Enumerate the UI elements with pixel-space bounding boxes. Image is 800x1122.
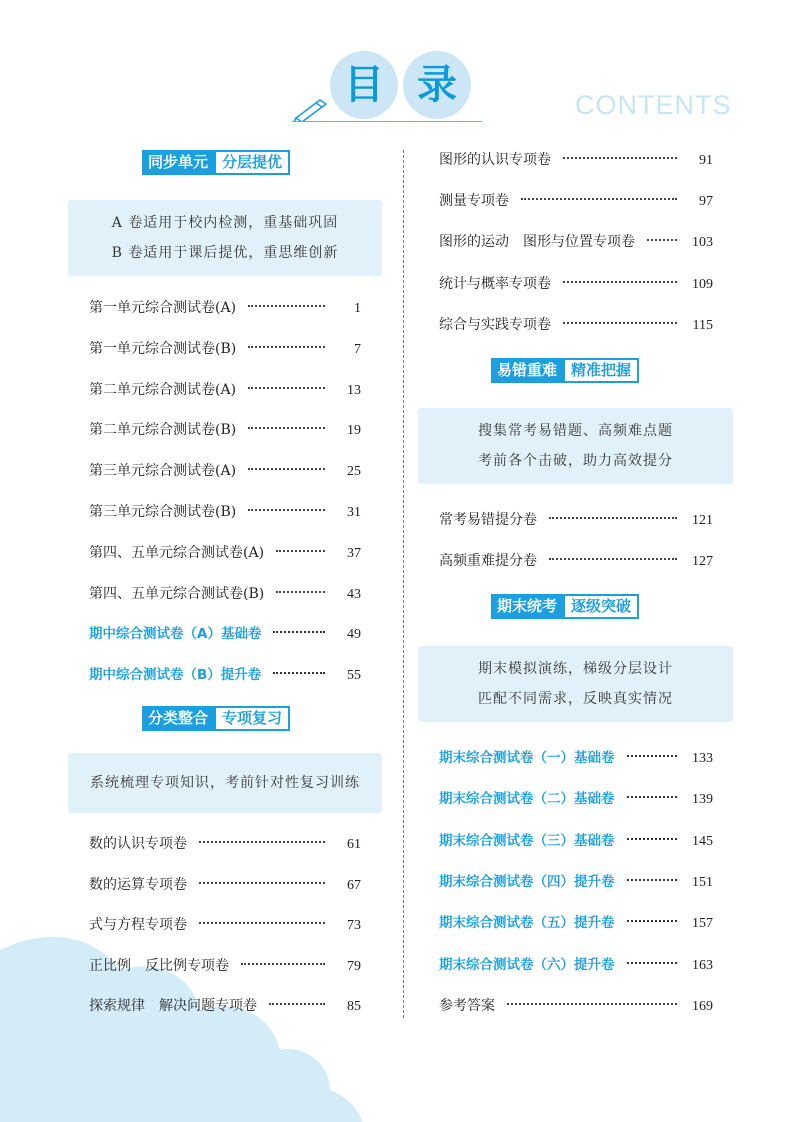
toc-entry-page: 169 bbox=[692, 998, 713, 1014]
toc-entry-page: 55 bbox=[347, 668, 361, 684]
section-head-label: 分类整合 bbox=[142, 706, 214, 731]
toc-entry-page: 115 bbox=[692, 317, 713, 333]
toc-entry-label: 第三单元综合测试卷(A) bbox=[89, 463, 237, 480]
note-box-sync bbox=[68, 200, 382, 276]
toc-leader-dots bbox=[521, 198, 677, 200]
note-line: 系统梳理专项知识，考前针对性复习训练 bbox=[90, 775, 360, 791]
toc-entry[interactable] bbox=[89, 297, 361, 319]
toc-entry[interactable] bbox=[89, 460, 361, 482]
toc-entry-label: 常考易错提分卷 bbox=[439, 512, 537, 528]
note-line: A 卷适用于校内检测，重基础巩固 bbox=[111, 215, 339, 231]
toc-leader-dots bbox=[627, 879, 678, 881]
toc-leader-dots bbox=[627, 920, 678, 922]
section-head-label: 期末统考 bbox=[491, 594, 563, 619]
toc-leader-dots bbox=[248, 468, 325, 470]
toc-entry-page: 163 bbox=[692, 957, 713, 973]
note-box-classify bbox=[68, 753, 382, 813]
title-char-2: 录 bbox=[417, 62, 457, 108]
toc-leader-dots bbox=[199, 922, 325, 924]
toc-entry-page: 139 bbox=[692, 792, 713, 808]
toc-entry-page: 1 bbox=[354, 301, 361, 316]
toc-leader-dots bbox=[248, 427, 325, 429]
toc-entry-page: 133 bbox=[692, 751, 713, 766]
toc-entry[interactable] bbox=[89, 379, 361, 401]
toc-entry-page: 157 bbox=[692, 916, 713, 932]
toc-entry-page: 145 bbox=[692, 833, 713, 849]
toc-entry[interactable] bbox=[439, 830, 713, 852]
section-head-label: 精准把握 bbox=[563, 358, 639, 383]
toc-entry-label: 期末综合测试卷（二）基础卷 bbox=[439, 791, 615, 808]
section-head-label: 逐级突破 bbox=[563, 594, 639, 619]
toc-leader-dots bbox=[627, 838, 678, 840]
toc-entry[interactable] bbox=[439, 314, 713, 336]
toc-entry-label: 统计与概率专项卷 bbox=[439, 275, 551, 292]
toc-leader-dots bbox=[627, 796, 678, 798]
note-line: 期末模拟演练，梯级分层设计 bbox=[478, 661, 673, 677]
toc-entry[interactable] bbox=[439, 995, 713, 1017]
toc-entry-label: 综合与实践专项卷 bbox=[439, 316, 551, 333]
note-box-error bbox=[418, 408, 733, 484]
toc-entry[interactable] bbox=[89, 419, 361, 441]
toc-leader-dots bbox=[273, 672, 325, 674]
toc-entry-page: 91 bbox=[699, 153, 713, 168]
note-box-final bbox=[418, 646, 733, 722]
toc-leader-dots bbox=[549, 517, 677, 519]
toc-leader-dots bbox=[273, 631, 325, 633]
column-divider bbox=[403, 150, 404, 1018]
toc-entry-label: 期末综合测试卷（一）基础卷 bbox=[439, 750, 615, 766]
toc-entry-page: 7 bbox=[354, 341, 361, 357]
toc-entry-label: 期末综合测试卷（六）提升卷 bbox=[439, 956, 615, 973]
toc-entry-label: 第四、五单元综合测试卷(A) bbox=[89, 544, 265, 561]
toc-entry[interactable] bbox=[439, 871, 713, 893]
toc-leader-dots bbox=[276, 591, 325, 593]
toc-leader-dots bbox=[269, 1003, 325, 1005]
toc-entry-label: 正比例 反比例专项卷 bbox=[89, 957, 229, 974]
toc-entry-page: 97 bbox=[699, 194, 713, 210]
toc-entry[interactable] bbox=[439, 912, 713, 934]
toc-entry-page: 67 bbox=[347, 877, 361, 893]
toc-entry-label: 高频重难提分卷 bbox=[439, 553, 537, 569]
toc-leader-dots bbox=[248, 346, 325, 348]
toc-entry-page: 109 bbox=[692, 276, 713, 292]
toc-entry-label: 期末综合测试卷（三）基础卷 bbox=[439, 832, 615, 849]
toc-entry-page: 43 bbox=[347, 586, 361, 602]
note-line: 搜集常考易错题、高频难点题 bbox=[478, 423, 673, 439]
toc-entry-page: 49 bbox=[347, 627, 361, 643]
toc-entry-label: 第二单元综合测试卷(A) bbox=[89, 381, 237, 398]
pencil-icon bbox=[290, 96, 334, 122]
toc-entry[interactable] bbox=[89, 995, 361, 1017]
toc-entry-page: 13 bbox=[347, 382, 361, 398]
note-line: 匹配不同需求，反映真实情况 bbox=[478, 691, 673, 707]
toc-entry-label: 图形的运动 图形与位置专项卷 bbox=[439, 234, 635, 251]
toc-entry-label: 期末综合测试卷（四）提升卷 bbox=[439, 873, 615, 890]
toc-entry[interactable] bbox=[439, 747, 713, 769]
toc-entry-page: 31 bbox=[347, 505, 361, 520]
toc-entry[interactable] bbox=[89, 664, 361, 686]
toc-leader-dots bbox=[563, 322, 677, 324]
toc-entry-label: 图形的认识专项卷 bbox=[439, 152, 551, 168]
toc-entry-label: 第三单元综合测试卷(B) bbox=[89, 504, 237, 520]
title-char-1: 目 bbox=[344, 62, 384, 108]
toc-entry[interactable] bbox=[89, 623, 361, 645]
toc-leader-dots bbox=[507, 1003, 677, 1005]
toc-entry-label: 第四、五单元综合测试卷(B) bbox=[89, 585, 265, 602]
toc-entry-page: 73 bbox=[347, 918, 361, 933]
toc-entry-label: 期中综合测试卷（B）提升卷 bbox=[89, 667, 262, 684]
toc-entry[interactable] bbox=[439, 273, 713, 295]
toc-leader-dots bbox=[563, 281, 677, 283]
toc-entry-label: 第二单元综合测试卷(B) bbox=[89, 422, 237, 439]
contents-word: CONTENTS bbox=[575, 90, 732, 120]
toc-leader-dots bbox=[248, 387, 325, 389]
toc-entry-page: 127 bbox=[692, 554, 713, 569]
page-header bbox=[0, 0, 800, 140]
toc-entry[interactable] bbox=[89, 583, 361, 605]
toc-entry[interactable] bbox=[439, 231, 713, 253]
toc-entry-page: 151 bbox=[692, 874, 713, 890]
toc-entry[interactable] bbox=[89, 874, 361, 896]
toc-leader-dots bbox=[647, 239, 677, 241]
toc-entry[interactable] bbox=[89, 542, 361, 564]
toc-entry-label: 测量专项卷 bbox=[439, 193, 509, 210]
toc-leader-dots bbox=[199, 841, 325, 843]
toc-entry-page: 25 bbox=[347, 464, 361, 480]
toc-leader-dots bbox=[627, 755, 678, 757]
toc-entry-label: 期末综合测试卷（五）提升卷 bbox=[439, 915, 615, 932]
toc-entry-label: 探索规律 解决问题专项卷 bbox=[89, 998, 257, 1014]
toc-entry-page: 61 bbox=[347, 837, 361, 852]
toc-leader-dots bbox=[276, 550, 325, 552]
toc-leader-dots bbox=[248, 509, 325, 511]
toc-entry[interactable] bbox=[89, 955, 361, 977]
toc-entry[interactable] bbox=[439, 149, 713, 171]
section-head-label: 专项复习 bbox=[214, 706, 290, 731]
section-head-label: 分层提优 bbox=[214, 150, 290, 175]
toc-entry[interactable] bbox=[439, 190, 713, 212]
toc-leader-dots bbox=[199, 882, 325, 884]
toc-entry-label: 第一单元综合测试卷(A) bbox=[89, 300, 237, 316]
toc-entry[interactable] bbox=[89, 501, 361, 523]
toc-entry-page: 103 bbox=[692, 235, 713, 251]
note-line: B 卷适用于课后提优，重思维创新 bbox=[111, 245, 339, 261]
section-head-label: 同步单元 bbox=[142, 150, 214, 175]
toc-entry-label: 式与方程专项卷 bbox=[89, 917, 187, 933]
toc-entry-page: 121 bbox=[692, 513, 713, 528]
section-head-label: 易错重难 bbox=[491, 358, 563, 383]
toc-entry-page: 37 bbox=[347, 545, 361, 561]
toc-entry[interactable] bbox=[89, 833, 361, 855]
toc-entry[interactable] bbox=[439, 954, 713, 976]
toc-entry-label: 参考答案 bbox=[439, 997, 495, 1014]
toc-entry-label: 期中综合测试卷（A）基础卷 bbox=[89, 626, 262, 643]
toc-leader-dots bbox=[627, 962, 678, 964]
section-head-error bbox=[491, 358, 639, 383]
section-head-classify bbox=[142, 706, 290, 731]
toc-entry-page: 19 bbox=[347, 423, 361, 439]
toc-entry-label: 第一单元综合测试卷(B) bbox=[89, 340, 237, 357]
toc-leader-dots bbox=[248, 305, 325, 307]
toc-leader-dots bbox=[563, 157, 677, 159]
toc-entry-page: 79 bbox=[347, 958, 361, 974]
toc-entry[interactable] bbox=[439, 550, 713, 572]
section-head-sync bbox=[142, 150, 290, 175]
section-head-final bbox=[491, 594, 639, 619]
toc-entry-label: 数的认识专项卷 bbox=[89, 836, 187, 852]
toc-entry[interactable] bbox=[89, 914, 361, 936]
note-line: 考前各个击破，助力高效提分 bbox=[478, 453, 673, 469]
toc-leader-dots bbox=[241, 963, 325, 965]
toc-leader-dots bbox=[549, 558, 677, 560]
toc-entry[interactable] bbox=[439, 509, 713, 531]
toc-entry-label: 数的运算专项卷 bbox=[89, 876, 187, 893]
toc-entry[interactable] bbox=[89, 338, 361, 360]
toc-entry-page: 85 bbox=[347, 999, 361, 1014]
title-underline bbox=[292, 121, 482, 122]
toc-entry[interactable] bbox=[439, 788, 713, 810]
